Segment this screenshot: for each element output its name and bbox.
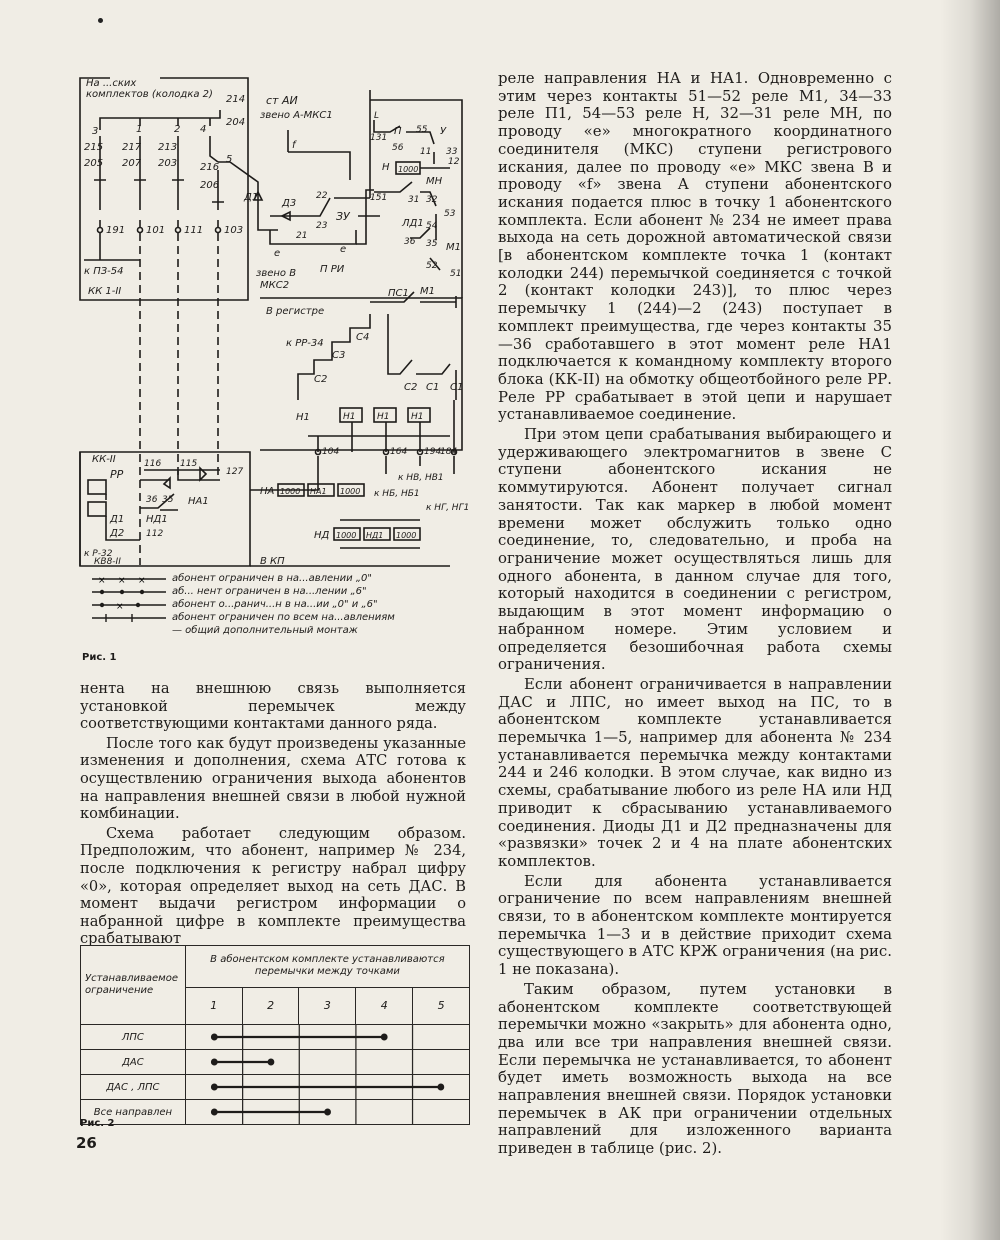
label-m1: М1	[446, 242, 461, 253]
label-kv8: КВ8-II	[94, 557, 121, 567]
left-column-text	[80, 680, 466, 948]
label-d2: Д2	[110, 528, 125, 539]
row-label: ДАС , ЛПС	[81, 1075, 186, 1100]
label-115: 115	[180, 459, 198, 469]
label-u: У	[440, 126, 447, 137]
label-51: 51	[450, 269, 462, 279]
right-paragraph-1: реле направления НА и НА1. Одновременно с этим через контакты 51—52 реле М1, 34—33 реле П1, 54—53 реле Н, 32—31 реле МН, по проводу «е» многократного координатного соединителя (МКС) ступени регистрового искания, далее по проводу «е» МКС звена В и проводу «f» звена А ступени абонентского искания подается плюс в точку 1 абонентского комплекта. Если абонент № 234 не имеет права выхода на сеть дорожной автоматической связи [в абонентском комплекте точка 1 (контакт колодки 244) перемычкой соединяется с точкой 2 (контакт колодки 243)], то плюс через перемычку 1 (244)—2 (243) поступает в комплект преимущества, где через контакты 35—36 сработавшего в этот момент реле НА1 подключается к командному комплекту второго блока (КК-II) на обмотку общеотбойного реле РР. Реле РР срабатывает в этой цепи и нарушает устанавливаемое соединение.	[498, 69, 892, 424]
label-n-1000: 1000	[398, 165, 419, 174]
label-151: 151	[370, 193, 388, 203]
svg-text:×: ×	[118, 575, 126, 584]
page-edge-shadow	[940, 0, 1000, 1240]
label-11: 11	[420, 147, 432, 157]
label-rr: РР	[110, 468, 124, 481]
label-v-kp: В КП	[260, 556, 285, 567]
label-52: 52	[426, 261, 438, 271]
label-213: 213	[158, 142, 178, 153]
label-h1b: Н1	[343, 412, 356, 422]
label-21: 21	[296, 231, 308, 241]
table-row	[81, 1025, 470, 1050]
label-na-1000c: 1000	[340, 487, 361, 496]
right-paragraph-5: Таким образом, путем установки в абонентском комплекте соответствующей перемычки можно «закрыть» для абонента одно, два или все три направления внешней связи. Если перемычка не устанавливается, то абонент будет иметь возможность выхода на все направления внешней связи. Порядок установки перемычек в АК при ограничении отдельных направлений для изложенного варианта приведен в таблице (рис. 2).	[498, 979, 892, 1158]
label-127: 127	[226, 467, 244, 477]
label-kk1: КК 1-II	[88, 286, 122, 297]
label-c1a: С1	[426, 382, 440, 393]
row-label: Все направлен	[81, 1100, 186, 1125]
label-104: 104	[322, 447, 340, 457]
label-111: 111	[184, 225, 204, 236]
label-h1c: Н1	[377, 412, 390, 422]
kp-frame-line	[80, 452, 450, 566]
label-top-left-2: комплектов (колодка 2)	[86, 89, 213, 100]
legend-label-1: аб... нент ограничен в на...лении „6"	[172, 586, 367, 597]
label-216: 216	[200, 162, 220, 173]
column-header: 2	[242, 987, 299, 1024]
label-d1: Д1	[244, 192, 259, 203]
figure1-legend	[92, 572, 395, 637]
label-e: e	[274, 248, 281, 259]
label-top-left-1: На ...ских	[86, 78, 137, 89]
label-na1b: НА1	[310, 487, 327, 496]
label-mks2: МКС2	[260, 280, 290, 291]
label-23: 23	[316, 221, 328, 231]
legend-row-4	[92, 624, 395, 637]
label-c2b: С2	[404, 382, 418, 393]
right-paragraph-2: При этом цепи срабатывания выбирающего и удерживающего электромагнитов в звене С ступени абонентского искания не коммутируются. Абонент получает сигнал занятости. Так как маркер в любой момент времени может обслужить только одно соединение, то, следовательно, и проба на ограничение может осуществляться лишь для одного абонента, в данном случае для того, который находится в соединении с регистром, выдающим в этот момент информацию о набранном номере. Этим условием и определяется безошибочная работа схемы ограничения.	[498, 425, 892, 674]
jumper-endpoint	[211, 1034, 218, 1041]
label-n5: 5	[226, 154, 233, 165]
right-paragraph-4: Если для абонента устанавливается ограничение по всем направлениям внешней связи, то в абонентском комплекте монтируется перемычка 1—3 и в действие приходит схема существующего в АТС КРЖ ограничения (на рис. 1 не показана).	[498, 871, 892, 979]
label-h1a: Н1	[296, 412, 310, 423]
legend-line-blank	[92, 626, 166, 636]
label-mn: МН	[426, 176, 443, 187]
label-d1b: Д1	[110, 514, 125, 525]
relay-rr-coil-2	[88, 502, 106, 516]
label-nd-1000f: 1000	[396, 531, 417, 540]
figure2-caption: Рис. 2	[80, 1118, 115, 1129]
label-55: 55	[416, 125, 428, 135]
label-191: 191	[106, 225, 126, 236]
jumper-endpoint	[324, 1109, 331, 1116]
wire-zveno-a	[288, 90, 370, 198]
label-na1-kk: НА1	[188, 496, 209, 507]
label-12: 12	[448, 157, 460, 167]
jumper-cell	[185, 1025, 469, 1050]
jumper-endpoint	[267, 1059, 274, 1066]
label-112: 112	[146, 529, 164, 539]
label-31: 31	[408, 195, 420, 205]
label-54: 54	[426, 221, 438, 231]
label-131: 131	[370, 133, 388, 143]
label-e2: e	[340, 244, 347, 255]
kk2-wires	[140, 470, 220, 480]
label-kr32: к Р-32	[84, 549, 113, 559]
label-207: 207	[122, 158, 142, 169]
legend-label-2: абонент о...ранич...н в на...ии „0" и „6"	[172, 599, 378, 610]
legend-line-ticks	[92, 613, 166, 623]
label-l: L	[374, 111, 380, 121]
label-194: 194	[424, 447, 442, 457]
label-kng: к НГ, НГ1	[426, 503, 470, 513]
svg-text:×: ×	[98, 575, 106, 584]
label-v-registre: В регистре	[266, 306, 325, 317]
table-header-restriction: Устанавливаемое ограничение	[81, 946, 186, 1025]
label-kk2: КК-II	[92, 454, 116, 465]
c-ladder-right	[388, 314, 456, 400]
label-116: 116	[144, 459, 162, 469]
label-35: 35	[426, 239, 438, 249]
label-184: 184	[440, 447, 458, 457]
print-mark	[98, 18, 103, 23]
label-st-ai: ст АИ	[266, 94, 298, 107]
label-kpz54: к ПЗ-54	[84, 266, 124, 277]
row-label: ДАС	[81, 1050, 186, 1075]
left-paragraph-2: После того как будут произведены указанные изменения и дополнения, схема АТС готова к осуществлению ограничения выхода абонентов на направления внешней связи в любой нужной комбинации.	[80, 734, 466, 823]
label-36: 36	[404, 237, 416, 247]
label-nd1b: НД1	[366, 531, 384, 540]
label-164: 164	[390, 447, 408, 457]
jumper-endpoint	[211, 1109, 218, 1116]
jumper-cell	[185, 1075, 469, 1100]
page-number: 26	[76, 1134, 97, 1152]
jumper-endpoint	[211, 1084, 218, 1091]
jumper-endpoint	[437, 1084, 444, 1091]
relay-rr-coil	[88, 480, 106, 494]
label-204: 204	[226, 117, 246, 128]
label-f: f	[292, 140, 296, 151]
label-36-kk: 36	[146, 495, 158, 505]
figure2-jumper-table	[80, 945, 470, 1125]
label-56: 56	[392, 143, 404, 153]
label-53: 53	[444, 209, 456, 219]
label-n4: 4	[200, 124, 207, 135]
jumper-cell	[185, 1100, 469, 1125]
label-c2a: С2	[314, 374, 328, 385]
label-c1b: С1	[450, 382, 464, 393]
label-h1d: Н1	[411, 412, 424, 422]
legend-row-0	[92, 572, 395, 585]
label-ps1: ПС1	[388, 288, 409, 299]
label-na: НА	[260, 486, 275, 497]
label-c4: С4	[356, 332, 370, 343]
label-217: 217	[122, 142, 142, 153]
column-header: 4	[356, 987, 413, 1024]
label-nd-1000d: 1000	[336, 531, 357, 540]
label-zveno-v: звено В	[256, 268, 297, 279]
label-d3: Д3	[282, 198, 297, 209]
label-214: 214	[226, 94, 246, 105]
ps1-contacts	[370, 292, 456, 308]
label-n1: 1	[136, 124, 143, 135]
label-103: 103	[224, 225, 244, 236]
table-row	[81, 1100, 470, 1125]
legend-row-3	[92, 611, 395, 624]
label-n3: 3	[92, 126, 99, 137]
jumper-line	[186, 1050, 469, 1074]
right-column-text	[498, 70, 892, 1158]
label-p: П	[394, 126, 402, 137]
label-205: 205	[84, 158, 104, 169]
label-35-kk: 35	[162, 495, 174, 505]
label-n-relay: Н	[382, 162, 390, 173]
table-header-jumpers: В абонентском комплекте устанавливаются перемычки между точками	[185, 946, 469, 988]
legend-line-crosses	[92, 574, 166, 584]
jumper-line	[186, 1025, 469, 1049]
left-paragraph-1: нента на внешнюю связь выполняется установкой перемычек между соответствующими контактами данного ряда.	[80, 680, 466, 733]
right-paragraph-3: Если абонент ограничивается в направлении ДАС и ЛПС, но имеет выход на ПС, то в абонентском комплекте устанавливается перемычка 1—5, например для абонента № 234 устанавливается перемычка между контактами 244 и 246 колодки. В этом случае, как видно из схемы, срабатывание любого из реле НА или НД приводит к сбрасыванию устанавливаемого соединения. Диоды Д1 и Д2 предназначены для «развязки» точек 2 и 4 на плате абонентских комплектов.	[498, 674, 892, 870]
label-33: 33	[446, 147, 458, 157]
label-ld1: ЛД1	[402, 218, 424, 229]
column-header: 5	[413, 987, 470, 1024]
label-na-1000a: 1000	[280, 487, 301, 496]
label-n2: 2	[174, 124, 181, 135]
svg-text:×: ×	[138, 575, 146, 584]
label-p-ri: П РИ	[320, 264, 345, 275]
wire-e	[270, 230, 356, 244]
label-101: 101	[146, 225, 166, 236]
jumper-cell	[185, 1050, 469, 1075]
figure1-caption: Рис. 1	[82, 652, 117, 663]
figure1-schematic	[70, 70, 470, 570]
table-row	[81, 1075, 470, 1100]
jumper-endpoint	[211, 1059, 218, 1066]
label-206: 206	[200, 180, 220, 191]
legend-label-4: — общий дополнительный монтаж	[172, 625, 358, 636]
table-row	[81, 1050, 470, 1075]
column-header: 3	[299, 987, 356, 1024]
jumper-endpoint	[381, 1034, 388, 1041]
label-kns: к НБ, НБ1	[374, 489, 420, 499]
label-nd: НД	[314, 530, 330, 541]
label-zu: ЗУ	[336, 210, 350, 223]
c-bus-down	[318, 456, 454, 474]
label-zveno-a: звено А-МКС1	[260, 110, 333, 121]
label-nd1-kk: НД1	[146, 514, 168, 525]
label-krr34: к РР-34	[286, 338, 324, 349]
left-paragraph-3: Схема работает следующим образом. Предположим, что абонент, например № 234, после подключения к регистру набрал цифру «0», которая определяет выход на сеть ДАС. В момент выдачи регистром информации о набранной цифре в комплекте преимущества срабатывают	[80, 824, 466, 948]
row-label: ЛПС	[81, 1025, 186, 1050]
column-header: 1	[185, 987, 242, 1024]
jumper-line	[186, 1075, 469, 1099]
label-203: 203	[158, 158, 178, 169]
legend-line-dot-cross	[92, 600, 166, 610]
svg-text:×: ×	[116, 601, 124, 610]
jumper-line	[186, 1100, 469, 1124]
label-215: 215	[84, 142, 104, 153]
label-nv: к НВ, НВ1	[398, 473, 444, 483]
legend-label-0: абонент ограничен в на...авлении „0"	[172, 573, 373, 584]
legend-line-dots	[92, 587, 166, 597]
label-m1b: М1	[420, 286, 435, 297]
label-22: 22	[316, 191, 328, 201]
label-c3: С3	[332, 350, 346, 361]
label-32: 32	[426, 195, 438, 205]
legend-row-1	[92, 585, 395, 598]
legend-row-2	[92, 598, 395, 611]
legend-label-3: абонент ограничен по всем на...авлениям	[172, 612, 395, 623]
